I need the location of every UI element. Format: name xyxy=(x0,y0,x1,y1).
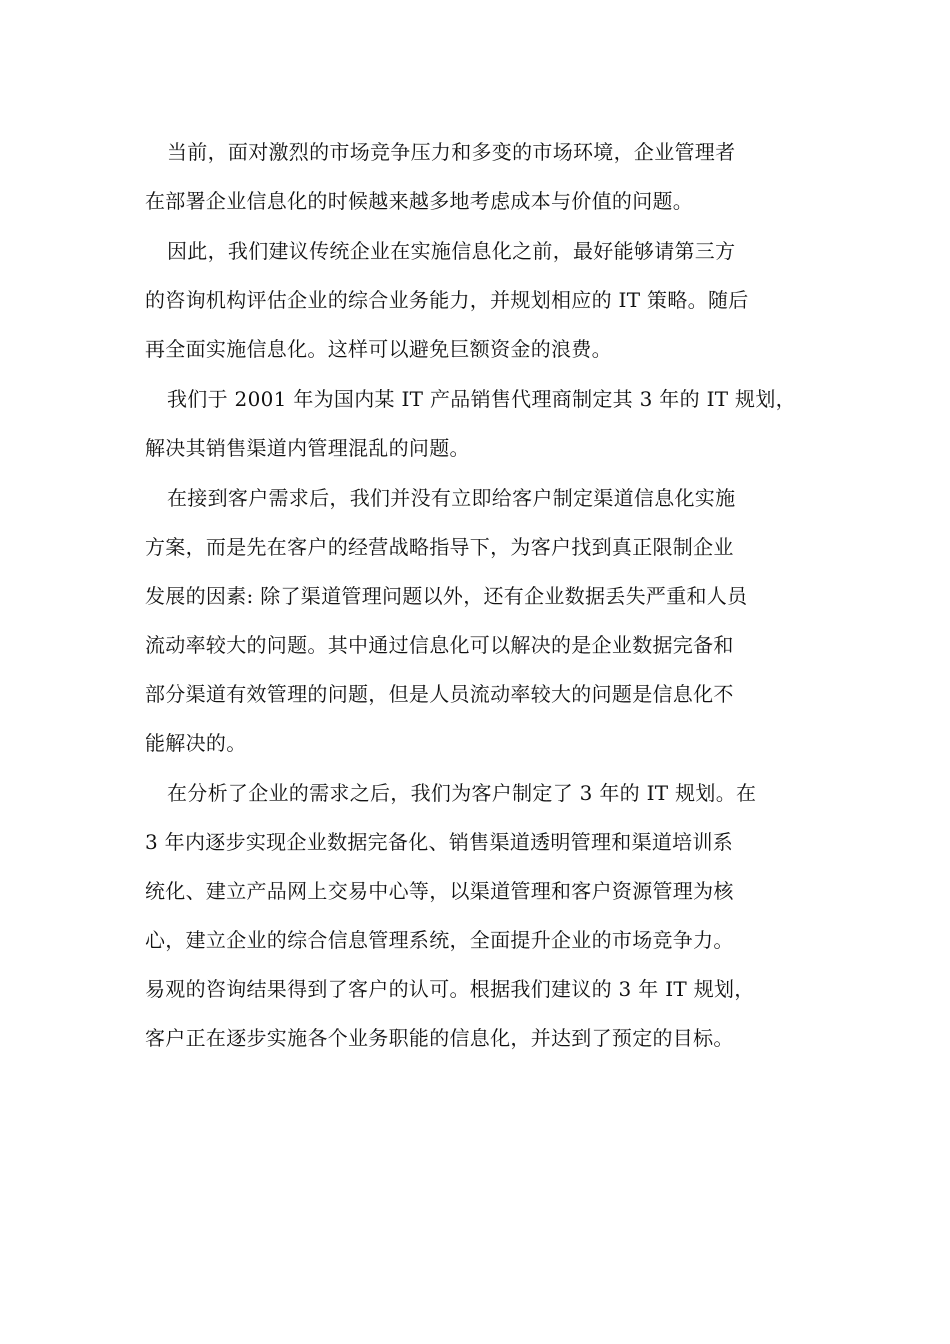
text-line: 客户正在逐步实施各个业务职能的信息化，并达到了预定的目标。 xyxy=(145,1026,734,1050)
text-line: 解决其销售渠道内管理混乱的问题。 xyxy=(145,436,470,460)
paragraph-4 xyxy=(145,474,805,768)
text-line: 在接到客户需求后，我们并没有立即给客户制定渠道信息化实施 xyxy=(167,486,736,510)
text-line: 易观的咨询结果得到了客户的认可。根据我们建议的 3 年 IT 规划， xyxy=(145,977,755,1001)
paragraph-2 xyxy=(145,227,805,374)
text-line: 再全面实施信息化。这样可以避免巨额资金的浪费。 xyxy=(145,337,612,361)
document-body xyxy=(145,128,805,1064)
text-line: 在部署企业信息化的时候越来越多地考虑成本与价值的问题。 xyxy=(145,189,694,213)
text-line: 在分析了企业的需求之后，我们为客户制定了 3 年的 IT 规划。在 xyxy=(167,781,757,805)
paragraph-1 xyxy=(145,128,805,226)
text-line: 流动率较大的问题。其中通过信息化可以解决的是企业数据完备和 xyxy=(145,633,734,657)
text-line: 因此，我们建议传统企业在实施信息化之前，最好能够请第三方 xyxy=(167,239,736,263)
text-line: 3 年内逐步实现企业数据完备化、销售渠道透明管理和渠道培训系 xyxy=(145,830,734,854)
text-line: 我们于 2001 年为国内某 IT 产品销售代理商制定其 3 年的 IT 规划， xyxy=(167,387,796,411)
text-line: 当前，面对激烈的市场竞争压力和多变的市场环境，企业管理者 xyxy=(167,140,736,164)
paragraph-5 xyxy=(145,769,805,1063)
text-line: 统化、建立产品网上交易中心等，以渠道管理和客户资源管理为核 xyxy=(145,879,734,903)
text-line: 方案，而是先在客户的经营战略指导下，为客户找到真正限制企业 xyxy=(145,535,734,559)
text-line: 心，建立企业的综合信息管理系统，全面提升企业的市场竞争力。 xyxy=(145,928,734,952)
text-line: 能解决的。 xyxy=(145,731,247,755)
text-line: 部分渠道有效管理的问题，但是人员流动率较大的问题是信息化不 xyxy=(145,682,734,706)
paragraph-3 xyxy=(145,375,805,473)
text-line: 发展的因素: 除了渠道管理问题以外，还有企业数据丢失严重和人员 xyxy=(145,584,748,608)
text-line: 的咨询机构评估企业的综合业务能力，并规划相应的 IT 策略。随后 xyxy=(145,288,749,312)
